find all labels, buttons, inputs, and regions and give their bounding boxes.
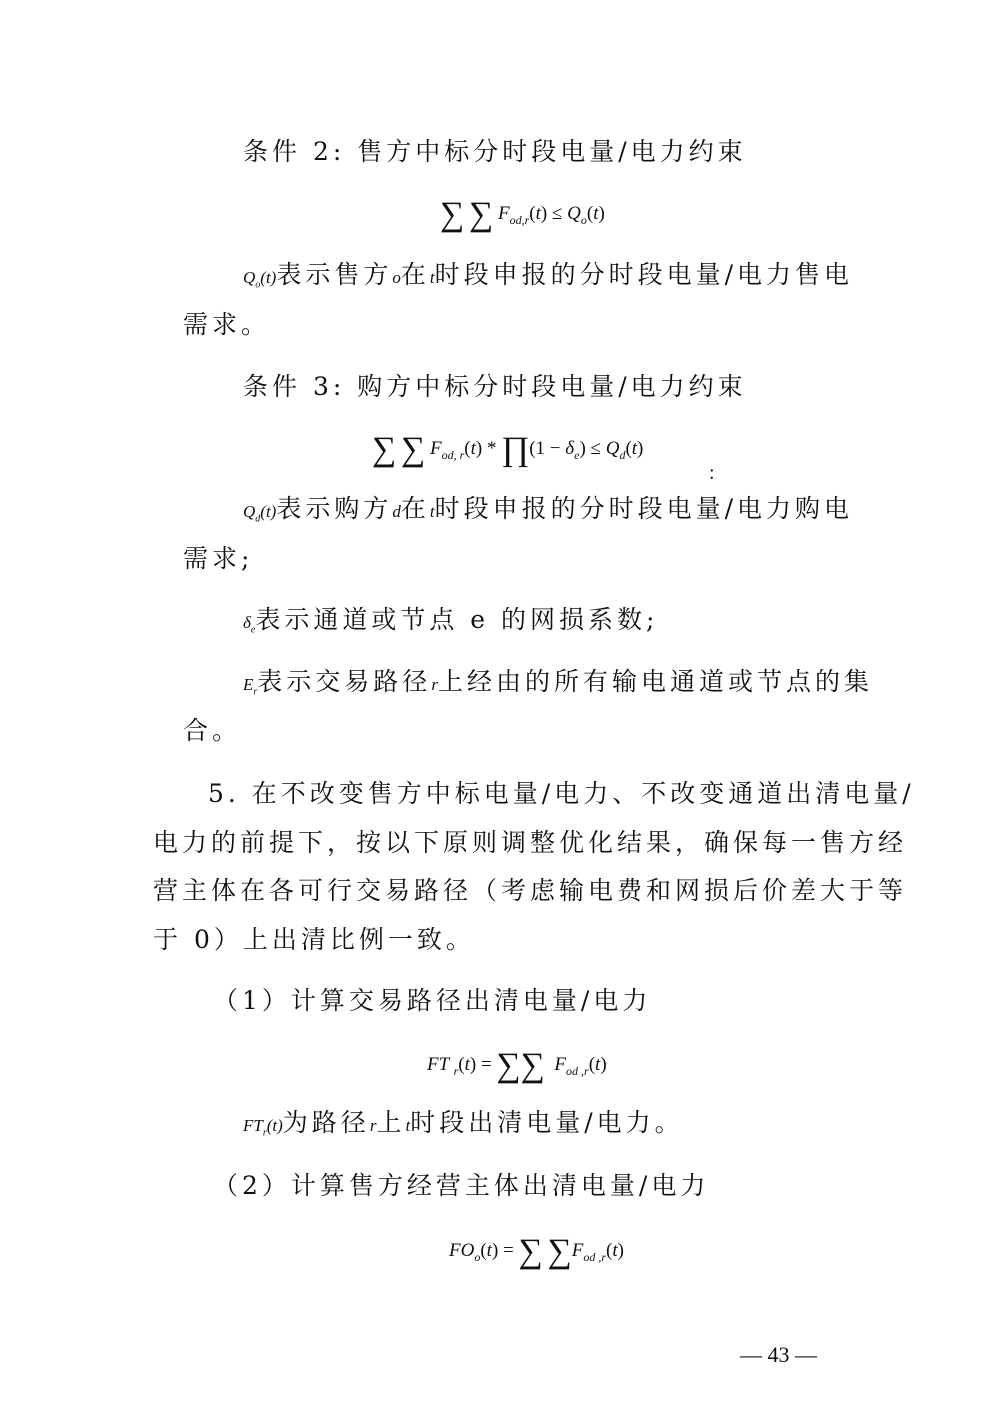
- er-definition-line: $E_r$表示交易路径r上经由的所有输电通道或节点的集: [243, 667, 873, 698]
- paragraph-5-line-2: 电力的前提下，按以下原则调整优化结果，确保每一售方经: [153, 828, 908, 857]
- qo-definition-line-2: 需求。: [183, 310, 271, 339]
- symbol-qo-t: $Q_o(t)$: [243, 268, 277, 291]
- symbol-qd-t: $Q_d(t)$: [243, 502, 277, 525]
- formula-buyer-constraint: ∑ ∑ $F_{od, r}(t)$ * ∏(1 − $\delta_e) \le Q_d(t)$: [372, 431, 644, 468]
- formula-path-clearing: FT $_r$(t) = ∑∑ $F_{od ,r}(t)$: [427, 1047, 607, 1084]
- symbol-delta-e: $\delta_e$: [243, 613, 256, 636]
- symbol-e-r: $E_r$: [243, 675, 258, 698]
- formula-colon: :: [709, 462, 715, 484]
- condition-2-heading: 条件 2: 售方中标分时段电量/电力约束: [243, 137, 747, 166]
- delta-definition-line: $\delta_e$表示通道或节点 e 的网损系数;: [243, 605, 659, 636]
- qd-definition-line-2: 需求;: [183, 544, 254, 573]
- ft-definition-line: $FT_r(t)$为路径r上t时段出清电量/电力。: [243, 1108, 684, 1139]
- step-1-heading: （1）计算交易路径出清电量/电力: [213, 986, 652, 1015]
- formula-seller-constraint: ∑ ∑ $F_{od,r}(t) \le Q_o(t)$: [440, 196, 605, 233]
- formula-seller-clearing: $FO_o(t)$ = ∑ $\sum F_{od ,r}(t)$: [449, 1233, 624, 1270]
- er-definition-line-2: 合。: [183, 716, 242, 745]
- step-2-heading: （2）计算售方经营主体出清电量/电力: [213, 1171, 710, 1200]
- paragraph-5-line-3: 营主体在各可行交易路径（考虑输电费和网损后价差大于等: [153, 876, 908, 905]
- page-number: — 43 —: [740, 1342, 817, 1367]
- symbol-ft-r-t: $FT_r(t)$: [243, 1116, 283, 1139]
- paragraph-5-line-1: 5. 在不改变售方中标电量/电力、不改变通道出清电量/: [208, 779, 915, 808]
- condition-3-heading: 条件 3: 购方中标分时段电量/电力约束: [243, 372, 747, 401]
- qd-definition-line: $Q_d(t)$表示购方d在t时段申报的分时段电量/电力购电: [243, 494, 854, 525]
- paragraph-5-line-4: 于 0）上出清比例一致。: [153, 925, 475, 954]
- qo-definition-line: $Q_o(t)$表示售方o在t时段申报的分时段电量/电力售电: [243, 260, 854, 291]
